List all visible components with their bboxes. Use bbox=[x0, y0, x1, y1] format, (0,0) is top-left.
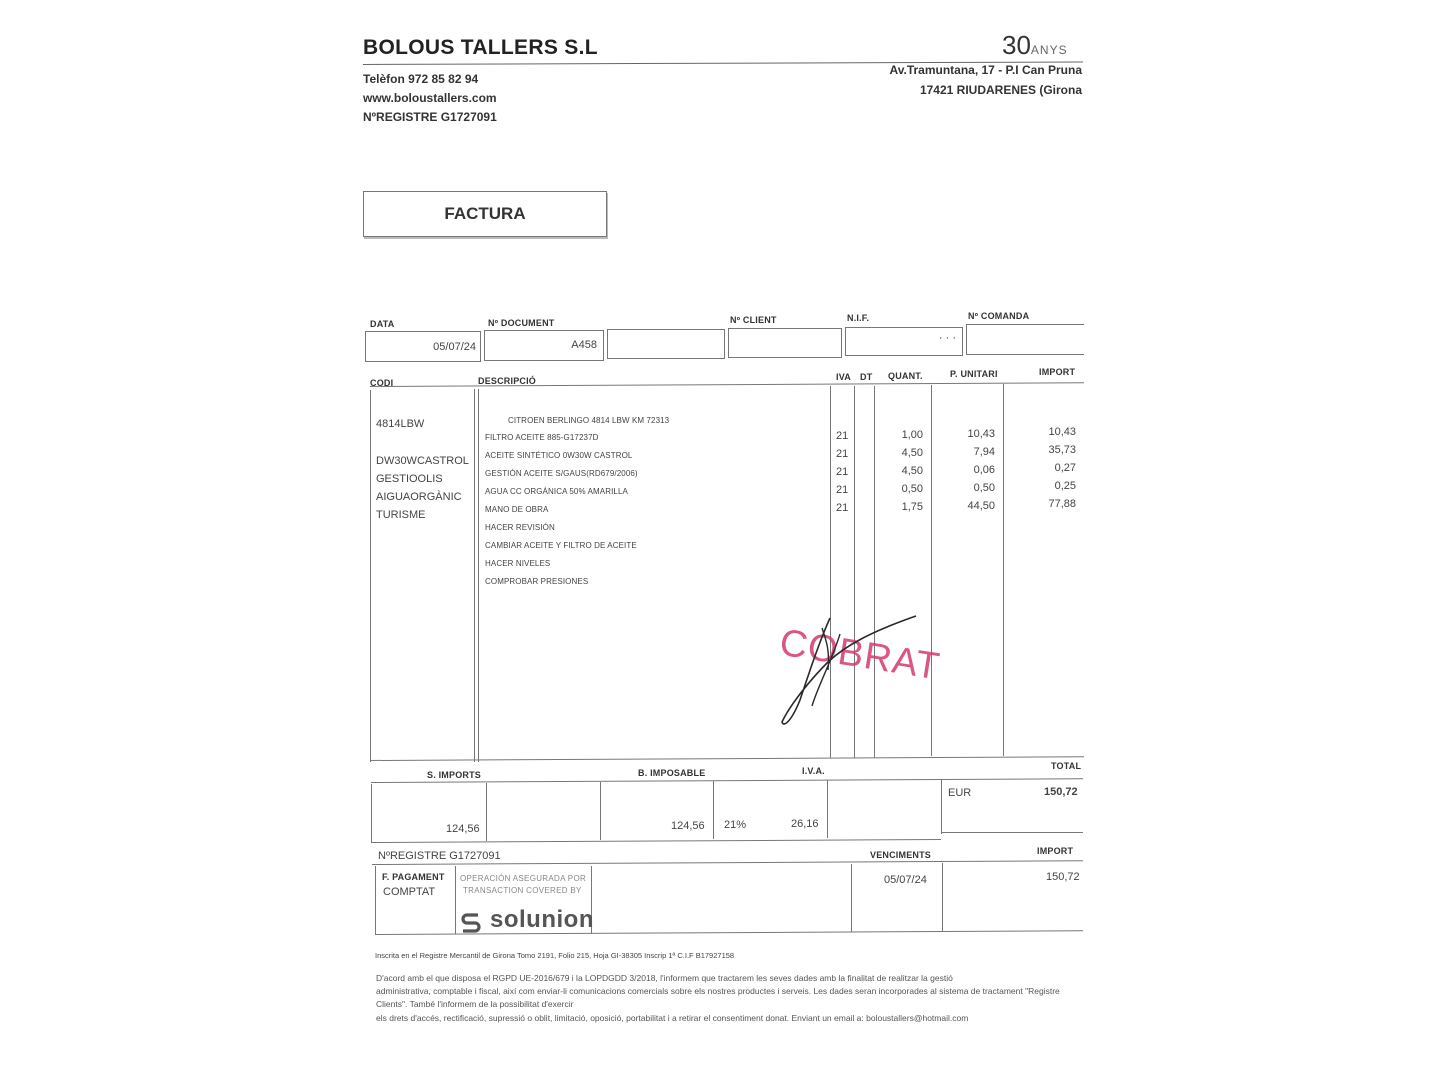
insurer-name: solunion bbox=[490, 906, 594, 933]
codes-list bbox=[376, 418, 469, 527]
insurance-line2: TRANSACTION COVERED BY bbox=[463, 886, 582, 895]
note-line: COMPROBAR PRESIONES bbox=[485, 577, 589, 586]
anniversary-word: ANYS bbox=[1030, 43, 1068, 57]
payment-border-left bbox=[375, 866, 376, 934]
code-item: DW30WCASTROL bbox=[376, 455, 469, 467]
item-import: 35,73 bbox=[1048, 444, 1076, 456]
cell-comanda bbox=[966, 324, 1084, 355]
value-nif: · · · bbox=[938, 332, 956, 344]
paid-stamp: COBRAT bbox=[776, 621, 943, 689]
item-iva: 21 bbox=[836, 466, 849, 478]
totals-border-left bbox=[371, 784, 372, 842]
label-total: TOTAL bbox=[1051, 761, 1082, 771]
cell-nif bbox=[845, 327, 963, 356]
currency: EUR bbox=[948, 787, 972, 799]
item-import: 0,25 bbox=[1054, 480, 1076, 492]
label-iva: IVA bbox=[836, 372, 851, 382]
gdpr-notice bbox=[376, 972, 1066, 1025]
payment-divider bbox=[851, 864, 852, 932]
label-footer-import: IMPORT bbox=[1037, 846, 1074, 856]
cell-client bbox=[728, 328, 842, 358]
insurance-line1: OPERACIÓN ASEGURADA POR bbox=[460, 874, 587, 883]
company-address-line2: 17421 RIUDARENES (Girona bbox=[919, 83, 1082, 97]
signature bbox=[770, 610, 930, 735]
item-description: FILTRO ACEITE 885-G17237D bbox=[485, 433, 599, 442]
totals-divider bbox=[827, 780, 828, 838]
item-iva: 21 bbox=[836, 448, 849, 460]
col-divider-codi bbox=[474, 389, 475, 762]
iva-rate-value: 21% bbox=[724, 819, 747, 831]
col-divider-quant bbox=[931, 385, 932, 756]
total-box-bottom bbox=[941, 832, 1083, 833]
company-address-line1: Av.Tramuntana, 17 - P.I Can Pruna bbox=[889, 63, 1082, 77]
item-description: AGUA CC ORGÁNICA 50% AMARILLA bbox=[485, 487, 628, 496]
due-date: 05/07/24 bbox=[884, 874, 927, 886]
item-import: 10,43 bbox=[1048, 426, 1076, 438]
col-divider-codi-2 bbox=[478, 389, 479, 762]
label-p-unitari: P. UNITARI bbox=[950, 369, 998, 379]
value-data: 05/07/24 bbox=[433, 341, 476, 353]
code-item: 4814LBW bbox=[376, 418, 425, 430]
item-quant: 4,50 bbox=[901, 447, 923, 459]
company-registry: NºREGISTRE G1727091 bbox=[363, 110, 497, 124]
item-quant: 1,75 bbox=[901, 501, 923, 513]
b-imposable-value: 124,56 bbox=[671, 820, 705, 832]
item-iva: 21 bbox=[836, 502, 849, 514]
total-value: 150,72 bbox=[1044, 786, 1078, 798]
label-client: Nº CLIENT bbox=[730, 315, 777, 325]
item-descriptions bbox=[485, 433, 638, 595]
item-import: 77,88 bbox=[1048, 498, 1076, 510]
payment-divider bbox=[942, 863, 943, 931]
value-document: A458 bbox=[571, 339, 597, 351]
iva-amount-value: 26,16 bbox=[791, 818, 819, 830]
item-description: ACEITE SINTÉTICO 0W30W CASTROL bbox=[485, 451, 633, 460]
company-phone: Telèfon 972 85 82 94 bbox=[363, 72, 479, 86]
label-import: IMPORT bbox=[1039, 367, 1076, 377]
s-imports-value: 124,56 bbox=[446, 823, 480, 835]
pagament-value: COMPTAT bbox=[383, 886, 436, 898]
label-b-imposable: B. IMPOSABLE bbox=[638, 768, 706, 778]
note-line: CAMBIAR ACEITE Y FILTRO DE ACEITE bbox=[485, 541, 637, 550]
label-venciments: VENCIMENTS bbox=[870, 850, 932, 860]
footer-registry: NºREGISTRE G1727091 bbox=[378, 850, 501, 862]
totals-divider bbox=[600, 782, 601, 840]
company-web: www.boloustallers.com bbox=[363, 91, 497, 105]
item-unit-price: 7,94 bbox=[973, 446, 995, 458]
anniversary-number: 30 bbox=[1002, 30, 1031, 60]
cell-data bbox=[365, 331, 481, 362]
payment-divider bbox=[455, 866, 456, 934]
item-iva: 21 bbox=[836, 430, 849, 442]
anniversary-logo bbox=[1002, 30, 1068, 61]
label-iva-total: I.V.A. bbox=[802, 766, 825, 776]
item-import: 0,27 bbox=[1054, 462, 1076, 474]
item-unit-price: 0,06 bbox=[973, 464, 995, 476]
code-item: AIGUAORGÀNIC bbox=[376, 491, 462, 503]
gdpr-line: els drets d'accés, rectificació, supressió o oblit, limitació, oposició, portabilitat i a retirar el consentiment donat. Enviant un email a: boloustallers@hotmail.com bbox=[376, 1012, 969, 1023]
gdpr-line: D'acord amb el que disposa el RGPD UE-2016/679 i la LOPDGDD 3/2018, l'informem que tractarem les seves dades amb la finalitat de realitzar la gestió bbox=[376, 973, 953, 983]
document-type: FACTURA bbox=[444, 204, 526, 223]
item-iva: 21 bbox=[836, 484, 849, 496]
col-divider-unit bbox=[1003, 384, 1004, 756]
item-description: MANO DE OBRA bbox=[485, 505, 549, 514]
due-import: 150,72 bbox=[1046, 871, 1080, 883]
item-quant: 0,50 bbox=[901, 483, 923, 495]
label-s-imports: S. IMPORTS bbox=[427, 770, 482, 780]
vehicle-line: CITROEN BERLINGO 4814 LBW KM 72313 bbox=[508, 416, 670, 425]
label-comanda: Nº COMANDA bbox=[968, 311, 1030, 321]
note-line: HACER NIVELES bbox=[485, 559, 551, 568]
item-quant: 1,00 bbox=[901, 429, 923, 441]
label-document: Nº DOCUMENT bbox=[488, 318, 555, 328]
label-data: DATA bbox=[370, 319, 395, 329]
item-unit-price: 0,50 bbox=[973, 482, 995, 494]
item-quant: 4,50 bbox=[901, 465, 923, 477]
code-item: GESTIOOLIS bbox=[376, 473, 443, 485]
label-nif: N.I.F. bbox=[847, 313, 870, 323]
label-codi: CODI bbox=[370, 378, 394, 388]
totals-divider bbox=[941, 779, 942, 834]
label-dt: DT bbox=[860, 372, 873, 382]
label-descripcio: DESCRIPCIÓ bbox=[478, 376, 537, 386]
cell-empty bbox=[607, 329, 725, 359]
totals-bottom-rule bbox=[371, 839, 941, 843]
items-border-left bbox=[370, 390, 371, 762]
note-line: HACER REVISIÓN bbox=[485, 523, 555, 532]
iva-column bbox=[836, 430, 850, 520]
document-type-box bbox=[363, 191, 607, 237]
unit-column bbox=[940, 428, 995, 518]
solunion-logo-icon bbox=[458, 909, 484, 935]
totals-divider bbox=[486, 783, 487, 841]
cell-document bbox=[484, 330, 604, 361]
import-column bbox=[1020, 426, 1076, 516]
quant-column bbox=[880, 429, 923, 519]
gdpr-line: administrativa, comptable i fiscal, així com enviar-li comunicacions comercials sobre els nostres productes i serveis. Les dades seran incorporades al sistema de tractament "Registre Clients". També l'informem de la possibilitat d'exercir bbox=[376, 986, 1060, 1010]
label-pagament: F. PAGAMENT bbox=[382, 872, 445, 882]
code-item: TURISME bbox=[376, 509, 426, 521]
item-description: GESTIÓN ACEITE S/GAUS(RD679/2006) bbox=[485, 469, 638, 478]
label-quant: QUANT. bbox=[888, 371, 923, 381]
item-unit-price: 44,50 bbox=[967, 500, 995, 512]
company-name: BOLOUS TALLERS S.L bbox=[363, 36, 598, 59]
totals-divider bbox=[713, 781, 714, 839]
item-unit-price: 10,43 bbox=[967, 428, 995, 440]
registry-legal: Inscrita en el Registre Mercantil de Girona Tomo 2191, Folio 215, Hoja GI-38305 Inscrip 1ª C.I.F B17927158 bbox=[375, 951, 735, 960]
